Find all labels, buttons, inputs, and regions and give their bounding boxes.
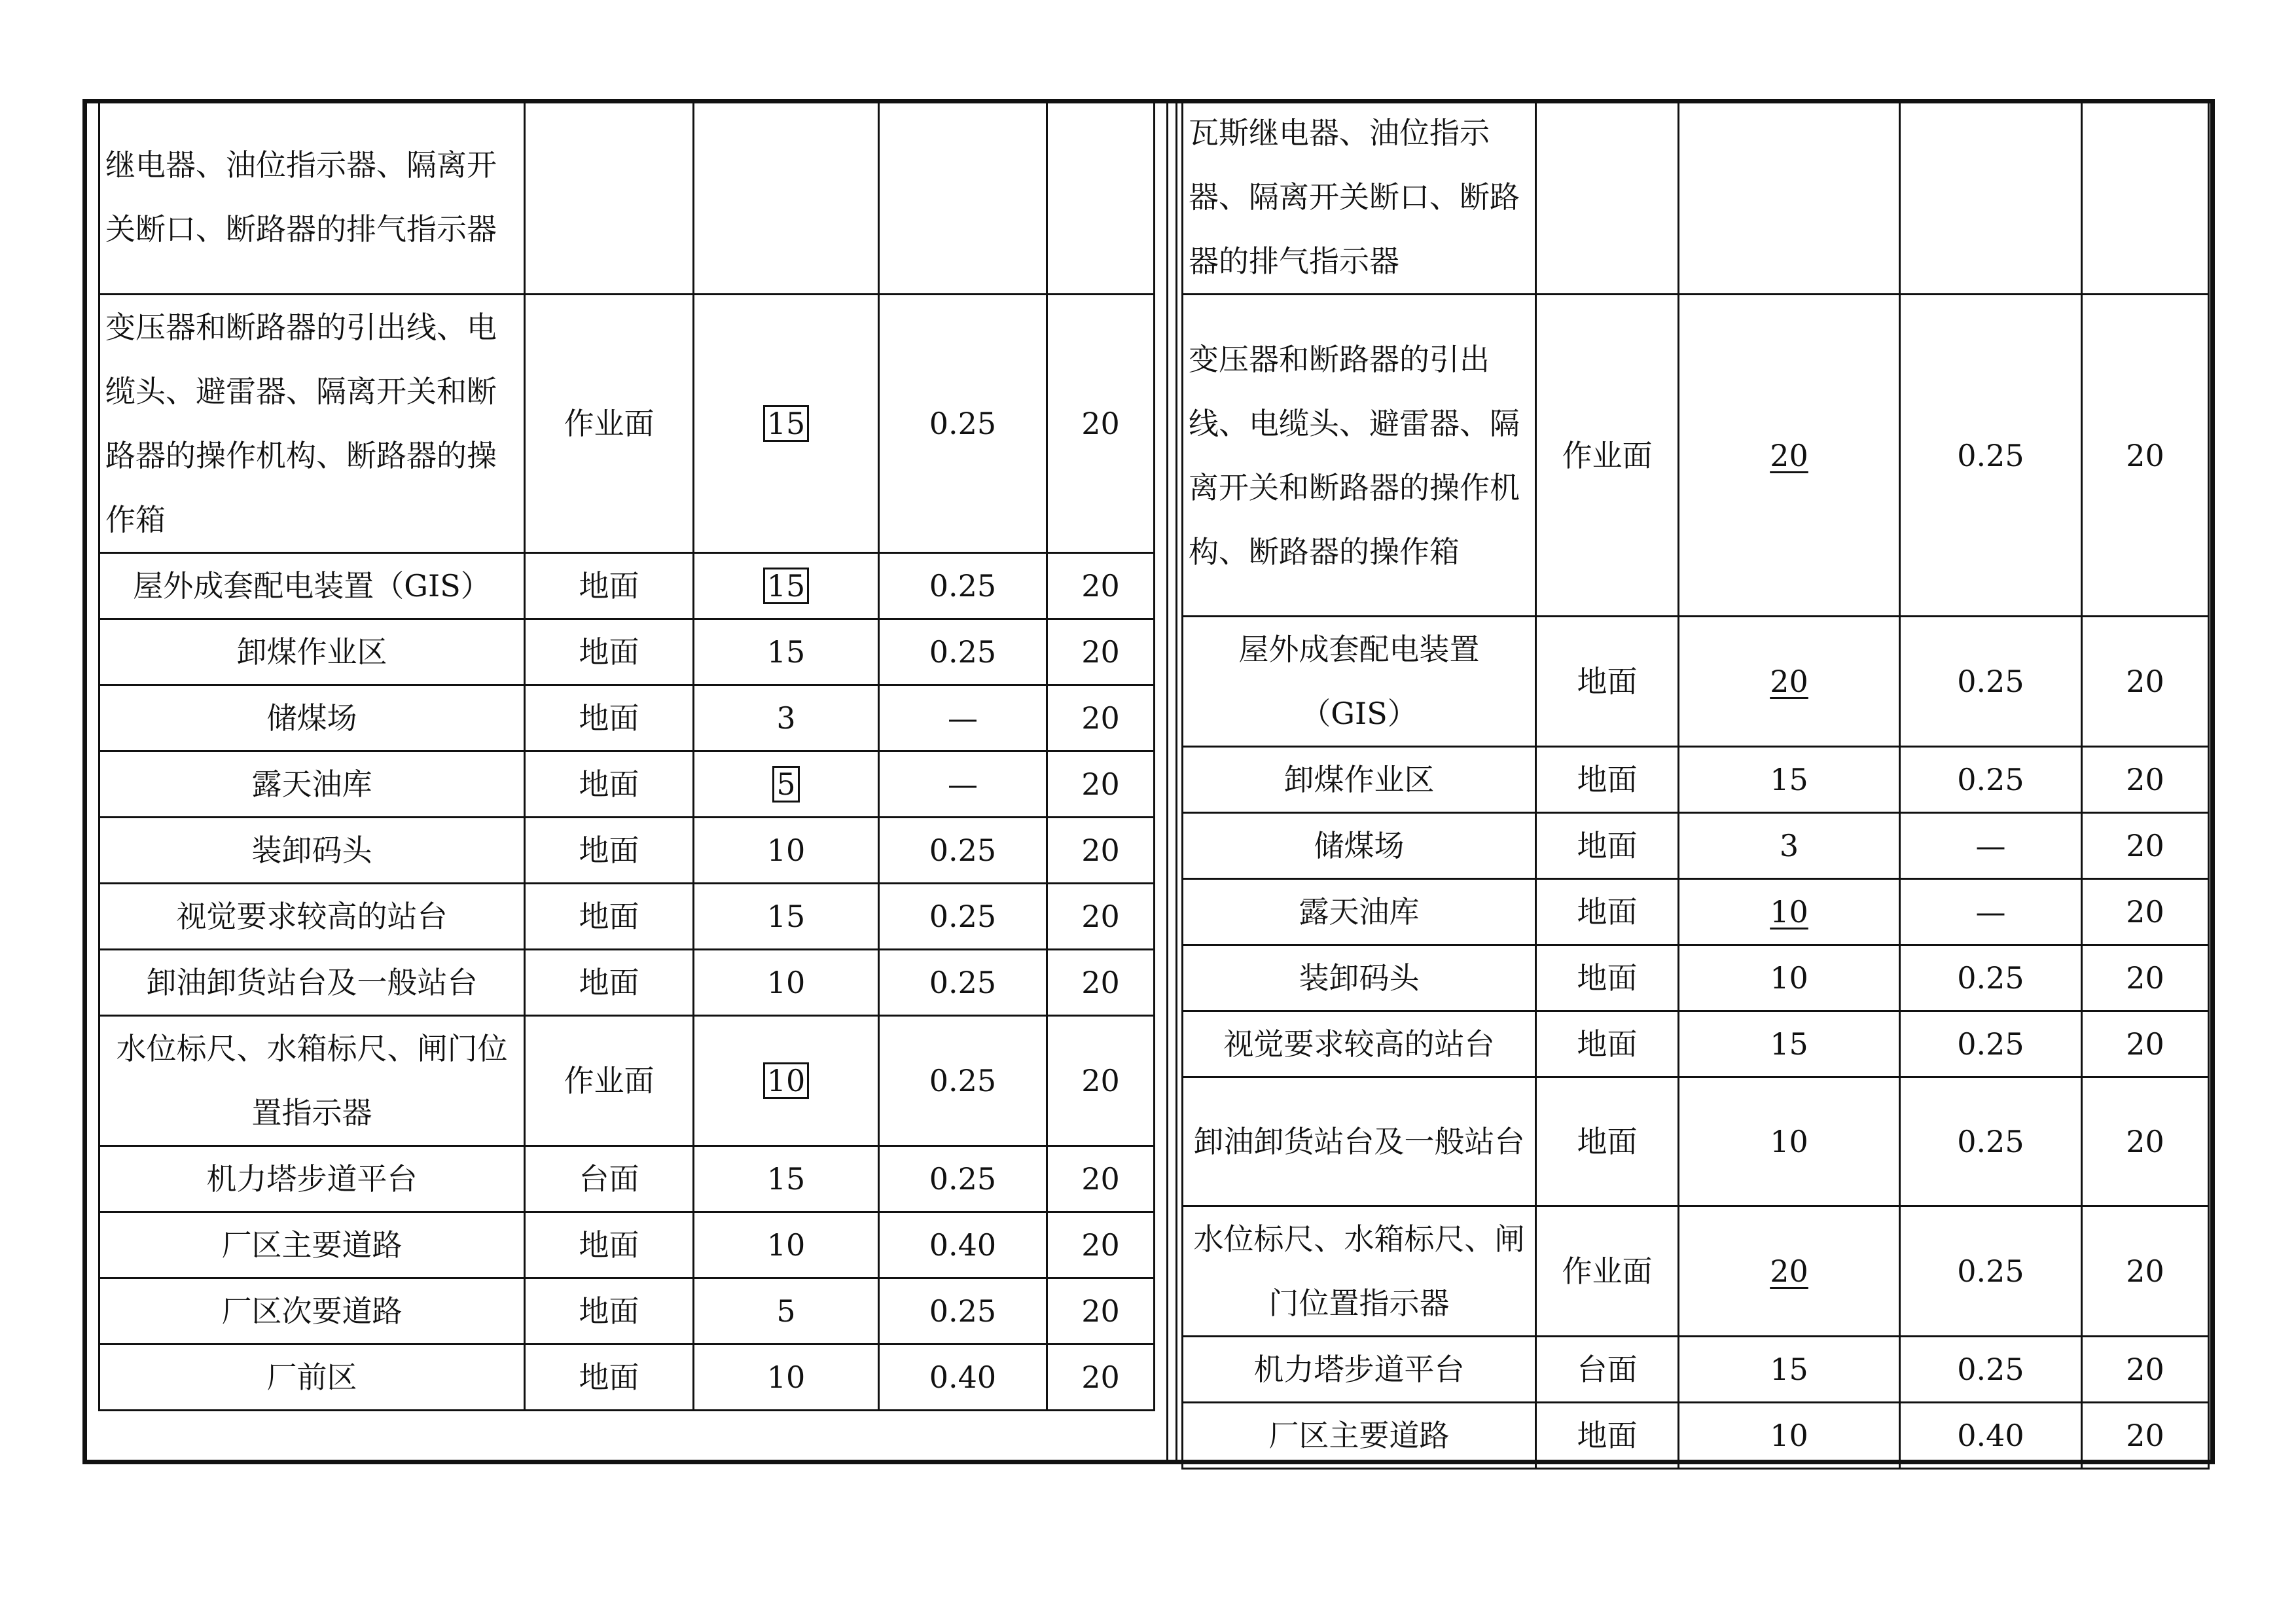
cell-name: 露天油库: [1183, 879, 1536, 945]
cell-ra: 20: [2082, 945, 2209, 1011]
cell-lux: 15: [1679, 1337, 1900, 1403]
cell-ra: 20: [2082, 879, 2209, 945]
underlined-value: 20: [1770, 664, 1808, 699]
cell-plane: [525, 100, 694, 295]
cell-plane: 作业面: [1536, 295, 1679, 617]
table-row: [99, 685, 1155, 751]
cell-plane: 地面: [1536, 1403, 1679, 1469]
table-row: [1183, 1077, 2209, 1206]
cell-plane: 地面: [525, 884, 694, 950]
table-row: [99, 1278, 1155, 1344]
cell-name: 视觉要求较高的站台: [99, 884, 525, 950]
cell-lux: [1679, 879, 1900, 945]
cell-lux: 15: [1679, 747, 1900, 813]
cell-uniformity: 0.25: [879, 1146, 1047, 1212]
table-row: [99, 884, 1155, 950]
cell-name: 卸油卸货站台及一般站台: [99, 950, 525, 1016]
cell-ra: 20: [2082, 1206, 2209, 1337]
cell-lux: 10: [694, 1212, 879, 1278]
cell-ra: 20: [2082, 813, 2209, 879]
cell-lux: 10: [1679, 1403, 1900, 1469]
table-row: [99, 1146, 1155, 1212]
cell-uniformity: 0.25: [879, 553, 1047, 619]
cell-name: 水位标尺、水箱标尺、闸门位置指示器: [99, 1016, 525, 1146]
column-divider-left: [1166, 99, 1168, 1464]
table-row: [1183, 617, 2209, 747]
cell-name: 水位标尺、水箱标尺、闸门位置指示器: [1183, 1206, 1536, 1337]
cell-plane: 地面: [525, 1344, 694, 1411]
table-row: [99, 950, 1155, 1016]
cell-plane: 地面: [525, 751, 694, 818]
cell-plane: 地面: [1536, 813, 1679, 879]
cell-plane: 作业面: [1536, 1206, 1679, 1337]
cell-uniformity: 0.25: [879, 1278, 1047, 1344]
table-row: [99, 553, 1155, 619]
table-row: [99, 100, 1155, 295]
cell-uniformity: [879, 100, 1047, 295]
underlined-value: 10: [1770, 894, 1808, 929]
column-divider-right: [1175, 99, 1177, 1464]
cell-lux: [694, 751, 879, 818]
cell-lux: 3: [694, 685, 879, 751]
cell-name: 装卸码头: [1183, 945, 1536, 1011]
cell-name: 厂前区: [99, 1344, 525, 1411]
cell-lux: [694, 1016, 879, 1146]
cell-ra: [2082, 100, 2209, 295]
boxed-value: 15: [763, 568, 810, 604]
cell-uniformity: 0.25: [1900, 617, 2082, 747]
cell-uniformity: 0.25: [1900, 945, 2082, 1011]
cell-uniformity: 0.25: [879, 1016, 1047, 1146]
cell-plane: 台面: [525, 1146, 694, 1212]
cell-ra: [1047, 100, 1155, 295]
cell-plane: 地面: [525, 1278, 694, 1344]
cell-lux: 15: [694, 1146, 879, 1212]
cell-lux: [1679, 1206, 1900, 1337]
cell-uniformity: —: [879, 685, 1047, 751]
table-row: [1183, 1337, 2209, 1403]
cell-plane: 地面: [525, 950, 694, 1016]
cell-ra: 20: [2082, 1077, 2209, 1206]
cell-plane: 台面: [1536, 1337, 1679, 1403]
table-row: [1183, 879, 2209, 945]
cell-name: 厂区次要道路: [99, 1278, 525, 1344]
cell-ra: 20: [2082, 747, 2209, 813]
table-row: [1183, 1206, 2209, 1337]
table-row: [1183, 747, 2209, 813]
cell-lux: 10: [1679, 945, 1900, 1011]
cell-name: 厂区主要道路: [99, 1212, 525, 1278]
cell-plane: 地面: [1536, 617, 1679, 747]
cell-lux: [694, 553, 879, 619]
cell-uniformity: 0.25: [879, 295, 1047, 553]
table-row: [99, 619, 1155, 685]
cell-ra: 20: [2082, 1011, 2209, 1077]
cell-name: 卸油卸货站台及一般站台: [1183, 1077, 1536, 1206]
cell-uniformity: 0.40: [879, 1212, 1047, 1278]
boxed-value: 10: [763, 1062, 810, 1099]
table-row: [1183, 813, 2209, 879]
table-row: [99, 751, 1155, 818]
cell-name: 机力塔步道平台: [1183, 1337, 1536, 1403]
cell-name: 储煤场: [99, 685, 525, 751]
cell-plane: 地面: [1536, 1011, 1679, 1077]
table-row: [99, 818, 1155, 884]
table-row: [99, 1344, 1155, 1411]
cell-lux: [1679, 617, 1900, 747]
cell-name: 变压器和断路器的引出线、电缆头、避雷器、隔离开关和断路器的操作机构、断路器的操作箱: [99, 295, 525, 553]
cell-ra: 20: [1047, 619, 1155, 685]
cell-ra: 20: [1047, 553, 1155, 619]
cell-lux: [1679, 100, 1900, 295]
table-row: [1183, 295, 2209, 617]
cell-lux: [1679, 295, 1900, 617]
cell-ra: 20: [1047, 884, 1155, 950]
cell-ra: 20: [1047, 1278, 1155, 1344]
table-row: [1183, 100, 2209, 295]
cell-plane: 地面: [525, 553, 694, 619]
cell-name: 露天油库: [99, 751, 525, 818]
cell-uniformity: 0.25: [879, 619, 1047, 685]
cell-uniformity: —: [1900, 813, 2082, 879]
cell-uniformity: —: [879, 751, 1047, 818]
cell-uniformity: 0.25: [1900, 1011, 2082, 1077]
cell-lux: [694, 295, 879, 553]
cell-uniformity: 0.40: [879, 1344, 1047, 1411]
cell-uniformity: 0.25: [879, 950, 1047, 1016]
cell-name: 屋外成套配电装置（GIS）: [99, 553, 525, 619]
table-row: [1183, 1011, 2209, 1077]
cell-ra: 20: [1047, 1146, 1155, 1212]
cell-name: 卸煤作业区: [1183, 747, 1536, 813]
cell-name: 视觉要求较高的站台: [1183, 1011, 1536, 1077]
cell-ra: 20: [2082, 617, 2209, 747]
cell-lux: 15: [694, 619, 879, 685]
cell-uniformity: 0.25: [1900, 747, 2082, 813]
cell-name: 变压器和断路器的引出线、电缆头、避雷器、隔离开关和断路器的操作机构、断路器的操作箱: [1183, 295, 1536, 617]
cell-name: 机力塔步道平台: [99, 1146, 525, 1212]
cell-ra: 20: [1047, 1344, 1155, 1411]
cell-name: 屋外成套配电装置（GIS）: [1183, 617, 1536, 747]
cell-ra: 20: [1047, 1016, 1155, 1146]
cell-lux: 3: [1679, 813, 1900, 879]
cell-ra: 20: [2082, 1403, 2209, 1469]
cell-uniformity: 0.25: [1900, 1206, 2082, 1337]
cell-uniformity: 0.25: [879, 818, 1047, 884]
cell-name: 卸煤作业区: [99, 619, 525, 685]
cell-ra: 20: [1047, 751, 1155, 818]
cell-uniformity: 0.25: [1900, 1077, 2082, 1206]
cell-ra: 20: [1047, 1212, 1155, 1278]
table-row: [1183, 1403, 2209, 1469]
cell-ra: 20: [1047, 685, 1155, 751]
cell-uniformity: 0.25: [1900, 1337, 2082, 1403]
table-row: [99, 1212, 1155, 1278]
cell-plane: 地面: [1536, 945, 1679, 1011]
cell-name: 储煤场: [1183, 813, 1536, 879]
table-row: [99, 295, 1155, 553]
cell-uniformity: [1900, 100, 2082, 295]
cell-ra: 20: [1047, 818, 1155, 884]
cell-uniformity: —: [1900, 879, 2082, 945]
cell-plane: [1536, 100, 1679, 295]
cell-lux: 10: [694, 950, 879, 1016]
cell-ra: 20: [2082, 1337, 2209, 1403]
cell-uniformity: 0.40: [1900, 1403, 2082, 1469]
cell-plane: 地面: [525, 685, 694, 751]
cell-lux: [694, 100, 879, 295]
cell-lux: 15: [694, 884, 879, 950]
cell-plane: 地面: [1536, 1077, 1679, 1206]
cell-plane: 地面: [1536, 747, 1679, 813]
cell-uniformity: 0.25: [1900, 295, 2082, 617]
boxed-value: 5: [772, 766, 799, 803]
table-row: [99, 1016, 1155, 1146]
cell-lux: 10: [694, 818, 879, 884]
cell-name: 厂区主要道路: [1183, 1403, 1536, 1469]
cell-plane: 地面: [525, 619, 694, 685]
cell-name: 继电器、油位指示器、隔离开关断口、断路器的排气指示器: [99, 100, 525, 295]
cell-uniformity: 0.25: [879, 884, 1047, 950]
boxed-value: 15: [763, 405, 810, 442]
cell-plane: 地面: [1536, 879, 1679, 945]
cell-plane: 地面: [525, 1212, 694, 1278]
underlined-value: 20: [1770, 1254, 1808, 1289]
cell-plane: 地面: [525, 818, 694, 884]
cell-ra: 20: [2082, 295, 2209, 617]
cell-plane: 作业面: [525, 295, 694, 553]
cell-lux: 10: [694, 1344, 879, 1411]
cell-ra: 20: [1047, 950, 1155, 1016]
underlined-value: 20: [1770, 437, 1808, 473]
cell-name: 瓦斯继电器、油位指示器、隔离开关断口、断路器的排气指示器: [1183, 100, 1536, 295]
cell-plane: 作业面: [525, 1016, 694, 1146]
cell-lux: 15: [1679, 1011, 1900, 1077]
original-standard-table: [98, 99, 1155, 1411]
cell-ra: 20: [1047, 295, 1155, 553]
cell-name: 装卸码头: [99, 818, 525, 884]
table-row: [1183, 945, 2209, 1011]
revised-standard-table: [1181, 99, 2210, 1470]
cell-lux: 10: [1679, 1077, 1900, 1206]
cell-lux: 5: [694, 1278, 879, 1344]
